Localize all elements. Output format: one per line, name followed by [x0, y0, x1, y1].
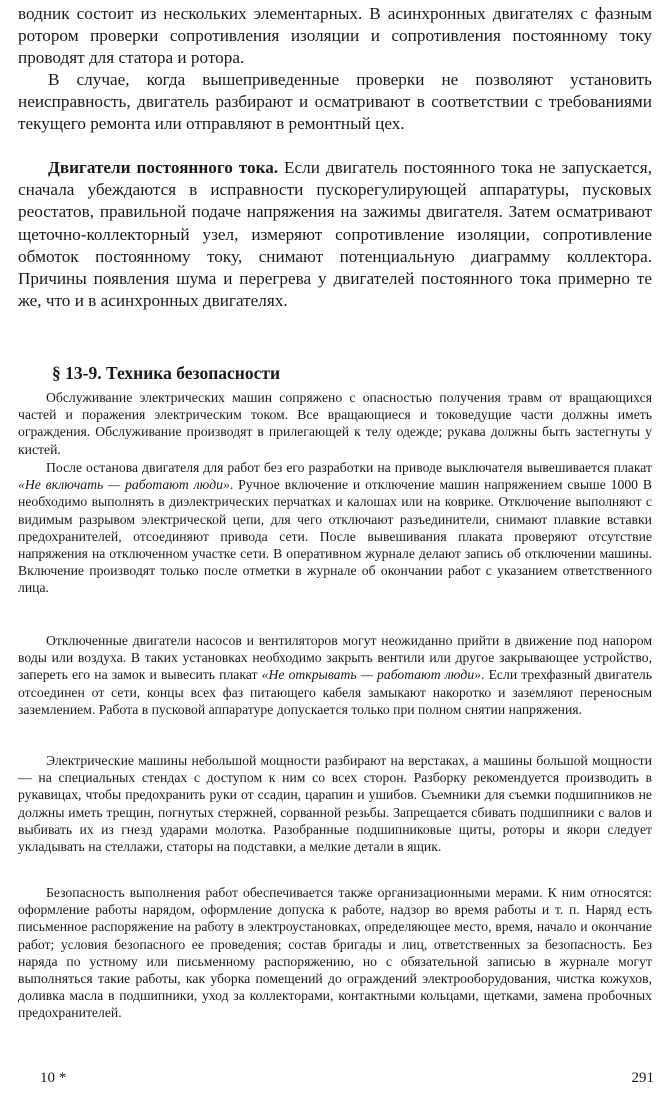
safety-paragraph-2 — [18, 459, 652, 597]
paragraph-continuation: водник состоит из нескольких элементарных. В асинхронных двигателях с фазным ротором проверки сопротивления изоляции и сопротивления постоянному току проводят для статора и ротора. — [18, 4, 652, 68]
poster-quote: «Не открывать — работают люди» — [261, 667, 482, 683]
section-heading: § 13-9. Техника безопасности — [52, 363, 281, 383]
paragraph-body: После останова двигателя для работ без его разработки на приводе выключателя вывешивается плакат — [46, 460, 652, 475]
safety-paragraph-3 — [18, 632, 652, 718]
signature-mark: 10 * — [40, 1070, 67, 1086]
paragraph-body: Если двигатель постоянного тока не запускается, сначала убеждаются в исправности пускорегулирующей аппаратуры, пусковых реостатов, правильной подаче напряжения на зажимы двигателя. Затем осматривают щеточно-коллекторный узел, измеряют сопротивление изоляции, сопротивление обмоток постоянному току, снимают потенциальную диаграмму коллектора. Причины появления шума и перегрева у двигателей постоянного тока примерно те же, что и в асинхронных двигателях. — [18, 158, 652, 311]
safety-paragraph-5: Безопасность выполнения работ обеспечивается также организационными мерами. К ним относятся: оформление работы нарядом, оформление допуска к работе, надзор во время работы и т. п. Наряд есть письменное распоряжение на работу в электроустановках, определяющее место, время, начало и окончание работ; условия безопасного ее проведения; состав бригады и лиц, ответственных за безопасность. Без наряда по устному или письменному распоряжению, но с обязательной записью в журнале могут выполняться такие работы, как уборка помещений до ограждений электрооборудования, чистка кожухов, доливка масла в подшипники, уход за коллекторами, контактными кольцами, щетками, замена пробочных предохранителей. — [18, 885, 652, 1021]
safety-paragraph-1: Обслуживание электрических машин сопряжено с опасностью получения травм от вращающихся частей и поражения электрическим током. Все вращающиеся и токоведущие части должны иметь ограждения. Обслуживание производят в прилегающей к телу одежде; рукава должны быть застегнуты у кистей. — [18, 390, 652, 457]
paragraph-dc-motors — [18, 157, 652, 312]
poster-quote: «Не включать — работают люди» — [18, 477, 230, 493]
paragraph-lead-bold: Двигатели постоянного тока. — [48, 158, 279, 177]
paragraph-body: . Если трехфазный двигатель отсоединен от сети, концы всех фаз питающего кабеля замыкают накоротко и заземляют переносным заземлением. Работа в пусковой аппаратуре допускается только при полном снятии напряжения. — [18, 667, 653, 717]
paragraph-inspection: В случае, когда вышеприведенные проверки не позволяют установить неисправность, двигатель разбирают и осматривают в соответствии с требованиями текущего ремонта или отправляют в ремонтный цех. — [18, 70, 652, 134]
page-number: 291 — [631, 1070, 654, 1086]
paragraph-body: . Ручное включение и отключение машин напряжением свыше 1000 В необходимо выполнять в диэлектрических перчатках и калошах или на коврике. Отключение выполняют с видимым разрывом электрической цепи, для чего отключают разъединители, снимают плавкие вставки предохранителей, отсоединяют привода сети. После вывешивания плаката проверяют отсутствие напряжения на отключенном участке сети. В оперативном журнале делают запись об отключении машины. Включение производят только после отметки в журнале об окончании работ с указанием ответственного лица. — [18, 477, 652, 596]
safety-paragraph-4: Электрические машины небольшой мощности разбирают на верстаках, а машины большой мощности — на специальных стендах с доступом к ним со всех сторон. Разборку рекомендуется производить в рукавицах, чтобы предохранить руки от ссадин, царапин и ушибов. Съемники для съемки подшипников не должны иметь трещин, погнутых стержней, сорванной резьбы. Запрещается сбивать подшипники с валов и выбивать их из гнезд ударами молотка. Разобранные подшипниковые щиты, роторы и якори следует укладывать на стеллажи, статоры на подставки, а мелкие детали в ящик. — [18, 753, 652, 855]
paragraph-body: Отключенные двигатели насосов и вентиляторов могут неожиданно прийти в движение под напором воды или воздуха. В таких установках необходимо закрыть вентили или другое закрывающее устройство, запереть его на замок и вывесить плакат — [18, 633, 652, 683]
